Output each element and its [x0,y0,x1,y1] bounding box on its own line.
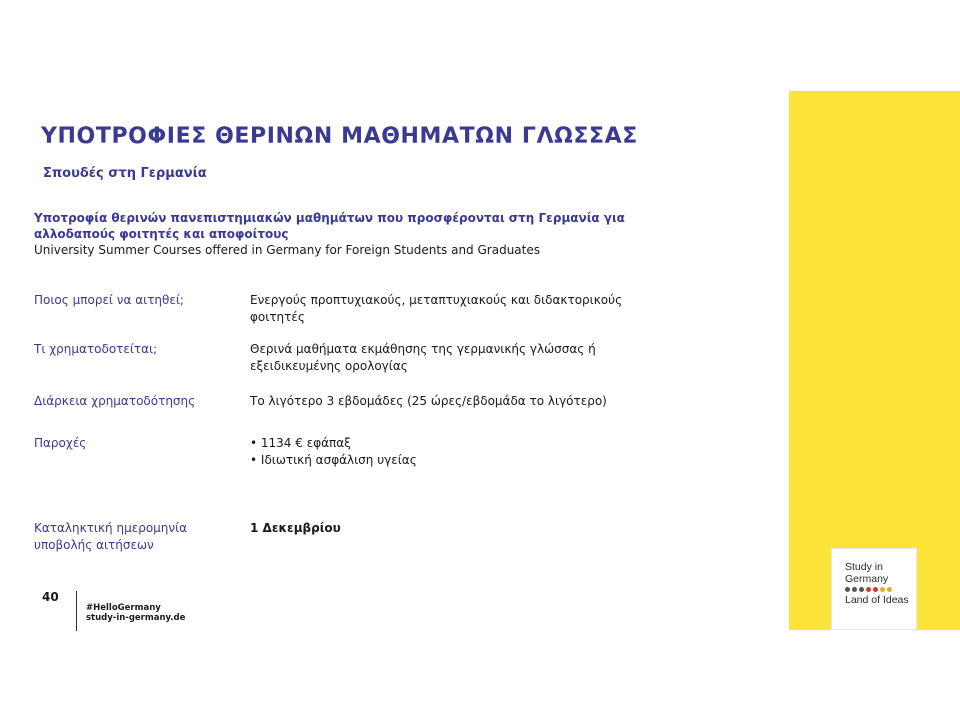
intro-block [34,210,694,258]
list-item: • 1134 € εφάπαξ [250,435,670,452]
detail-label: Ποιος μπορεί να αιτηθεί; [34,293,184,307]
logo-dot [880,587,885,592]
logo-line-1: Study in [845,561,883,573]
benefits-list [250,435,670,469]
logo-dot [866,587,871,592]
detail-label: Διάρκεια χρηματοδότησης [34,394,196,408]
intro-english: University Summer Courses offered in Germany for Foreign Students and Graduates [34,243,540,257]
logo-dot [887,587,892,592]
intro-greek: Υποτροφία θερινών πανεπιστημιακών μαθημάτων που προσφέρονται στη Γερμανία για αλλοδαπούς φοιτητές και αποφοίτους [34,211,625,241]
logo-line-3: Land of Ideas [845,594,909,606]
footer-hashtag: #HelloGermany [86,603,161,613]
logo-dot [859,587,864,592]
footer-tagline [86,603,185,623]
logo-dot [873,587,878,592]
study-in-germany-logo [831,548,917,630]
page-subtitle: Σπουδές στη Γερμανία [43,166,207,181]
logo-line-2: Germany [845,573,889,585]
detail-label: Παροχές [34,436,87,450]
detail-value: Το λιγότερο 3 εβδομάδες (25 ώρες/εβδομάδα το λιγότερο) [250,394,607,408]
footer-website: study-in-germany.de [86,613,186,623]
detail-value: 1 Δεκεμβρίου [250,521,341,535]
detail-value: Θερινά μαθήματα εκμάθησης της γερμανικής γλώσσας ή εξειδικευμένης ορολογίας [250,342,596,373]
footer-divider [76,591,77,631]
page-number: 40 [42,590,59,604]
logo-dot [845,587,850,592]
detail-label: Καταληκτική ημερομηνία υποβολής αιτήσεων [34,521,188,552]
list-item: • Ιδιωτική ασφάλιση υγείας [250,452,670,469]
page-title: ΥΠΟΤΡΟΦΙΕΣ ΘΕΡΙΝΩΝ ΜΑΘΗΜΑΤΩΝ ΓΛΩΣΣΑΣ [41,124,638,149]
detail-value: Ενεργούς προπτυχιακούς, μεταπτυχιακούς και διδακτορικούς φοιτητές [250,293,623,324]
detail-value [250,435,670,469]
logo-dots [845,587,916,592]
detail-label: Τι χρηματοδοτείται; [34,342,158,356]
logo-dot [852,587,857,592]
